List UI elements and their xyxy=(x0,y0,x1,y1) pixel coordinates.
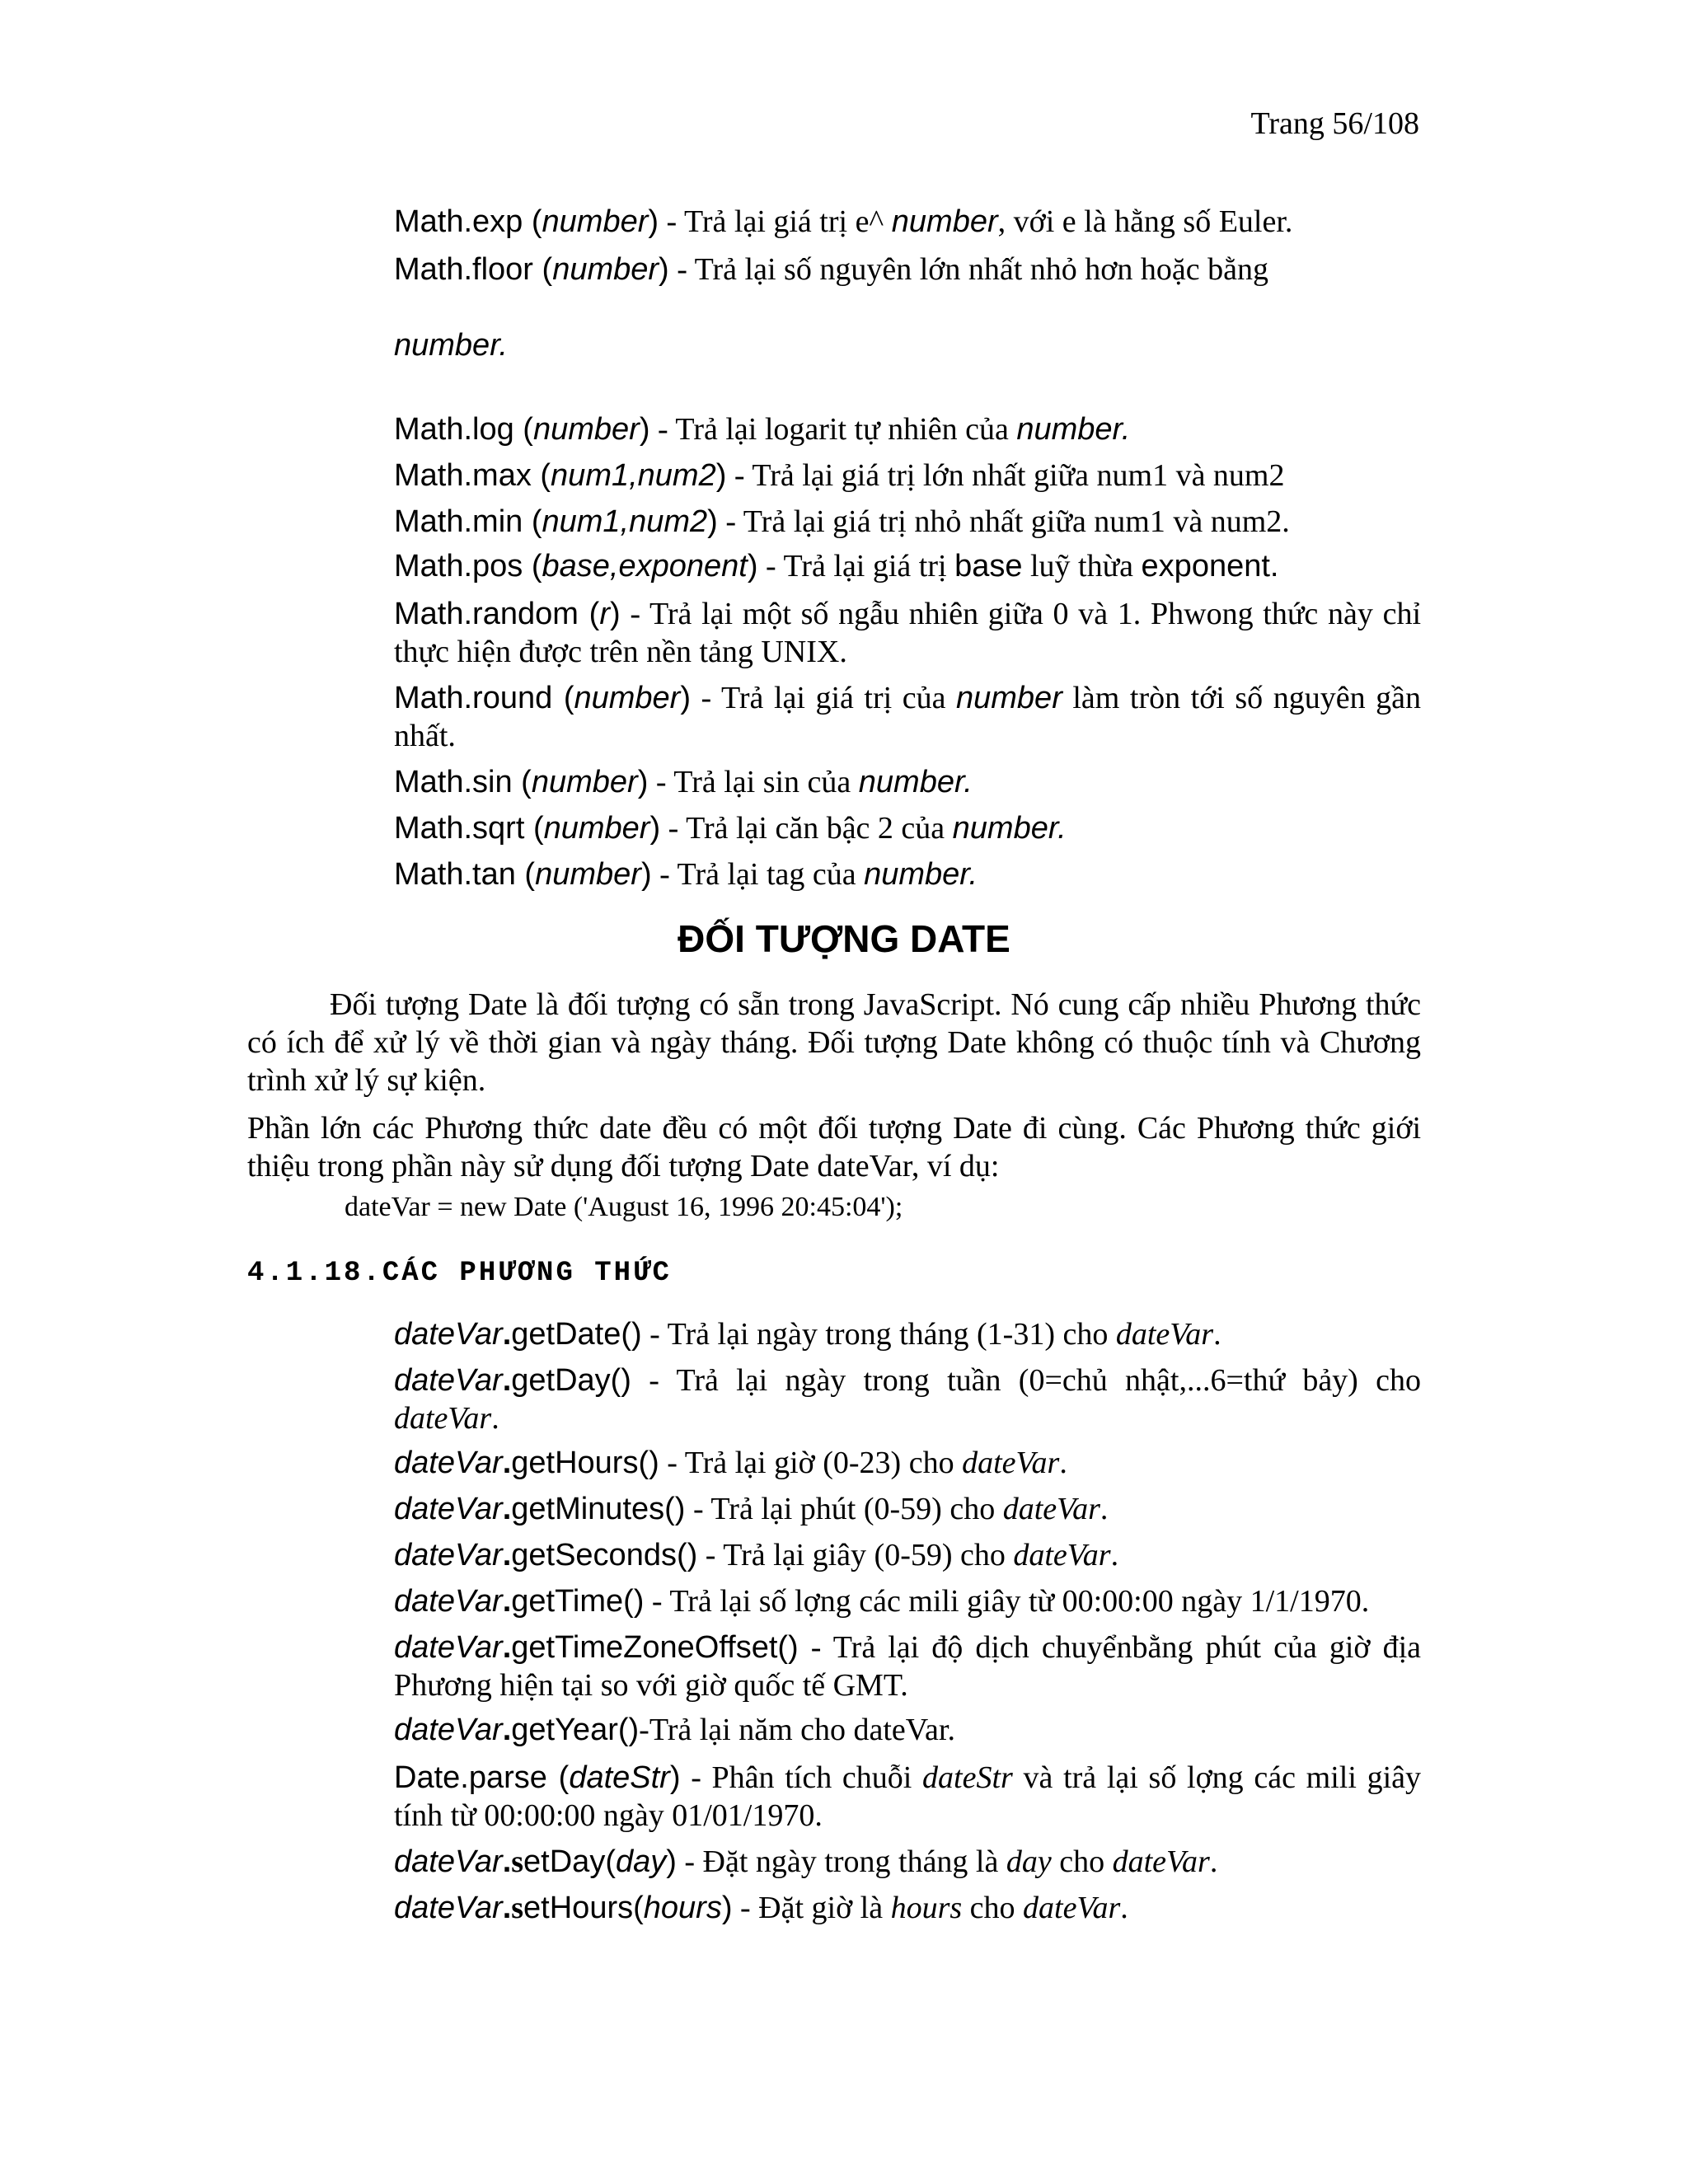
date-getday-entry: dateVar.getDay() - Trả lại ngày trong tuần (0=chủ nhật,...6=thứ bảy) cho dateVar. xyxy=(394,1363,1421,1436)
intro-paragraph: Đối tượng Date là đối tượng có sẵn trong JavaScript. Nó cung cấp nhiều Phương thức có ích để xử lý về thời gian và ngày tháng. Đối tượng Date không có thuộc tính và Chương trình xử lý sự kiện. xyxy=(247,987,1421,1098)
math-min-entry: Math.min (num1,num2) - Trả lại giá trị nhỏ nhất giữa num1 và num2. xyxy=(394,504,1290,539)
math-exp-entry: Math.exp (number) - Trả lại giá trị e^ number, với e là hằng số Euler. xyxy=(394,204,1293,239)
math-random-entry: Math.random (r) - Trả lại một số ngẫu nhiên giữa 0 và 1. Phwong thức này chỉ thực hiện được trên nền tảng UNIX. xyxy=(394,597,1421,669)
math-pos-entry: Math.pos (base,exponent) - Trả lại giá trị base luỹ thừa exponent. xyxy=(394,549,1279,583)
date-parse-entry: Date.parse (dateStr) - Phân tích chuỗi dateStr và trả lại số lợng các mili giây tính từ 00:00:00 ngày 01/01/1970. xyxy=(394,1760,1422,1833)
date-sethours-entry: dateVar.setHours(hours) - Đặt giờ là hours cho dateVar. xyxy=(394,1891,1128,1925)
math-floor-continuation: number. xyxy=(394,328,508,363)
page-number: Trang 56/108 xyxy=(1250,106,1419,141)
date-getseconds-entry: dateVar.getSeconds() - Trả lại giây (0-59) cho dateVar. xyxy=(394,1538,1119,1572)
date-getminutes-entry: dateVar.getMinutes() - Trả lại phút (0-59) cho dateVar. xyxy=(394,1492,1109,1526)
subsection-title: 4.1.18.CÁC PHƯƠNG THỨC xyxy=(247,1258,672,1289)
math-log-entry: Math.log (number) - Trả lại logarit tự nhiên của number. xyxy=(394,412,1131,447)
math-sin-entry: Math.sin (number) - Trả lại sin của number. xyxy=(394,765,973,799)
methods-paragraph: Phần lớn các Phương thức date đều có một đối tượng Date đi cùng. Các Phương thức giới thiệu trong phần này sử dụng đối tượng Date dateVar, ví dụ: xyxy=(247,1111,1421,1183)
date-gethours-entry: dateVar.getHours() - Trả lại giờ (0-23) cho dateVar. xyxy=(394,1446,1067,1480)
date-setday-entry: dateVar.setDay(day) - Đặt ngày trong tháng là day cho dateVar. xyxy=(394,1844,1218,1879)
math-sqrt-entry: Math.sqrt (number) - Trả lại căn bậc 2 của number. xyxy=(394,811,1067,846)
math-round-entry: Math.round (number) - Trả lại giá trị của number làm tròn tới số nguyên gần nhất. xyxy=(394,681,1421,753)
date-getdate-entry: dateVar.getDate() - Trả lại ngày trong tháng (1-31) cho dateVar. xyxy=(394,1317,1221,1352)
math-tan-entry: Math.tan (number) - Trả lại tag của number. xyxy=(394,857,978,892)
math-floor-entry: Math.floor (number) - Trả lại số nguyên lớn nhất nhỏ hơn hoặc bằng xyxy=(394,252,1268,287)
math-max-entry: Math.max (num1,num2) - Trả lại giá trị lớn nhất giữa num1 và num2 xyxy=(394,458,1285,493)
section-heading: ĐỐI TƯỢNG DATE xyxy=(678,917,1010,960)
code-example: dateVar = new Date ('August 16, 1996 20:45:04'); xyxy=(345,1192,903,1222)
date-gettime-entry: dateVar.getTime() - Trả lại số lợng các mili giây từ 00:00:00 ngày 1/1/1970. xyxy=(394,1584,1370,1619)
date-gettimezoneoffset-entry: dateVar.getTimeZoneOffset() - Trả lại độ dịch chuyểnbằng phút của giờ địa Phương hiện tại so với giờ quốc tế GMT. xyxy=(394,1630,1421,1703)
date-getyear-entry: dateVar.getYear()-Trả lại năm cho dateVar. xyxy=(394,1713,955,1747)
